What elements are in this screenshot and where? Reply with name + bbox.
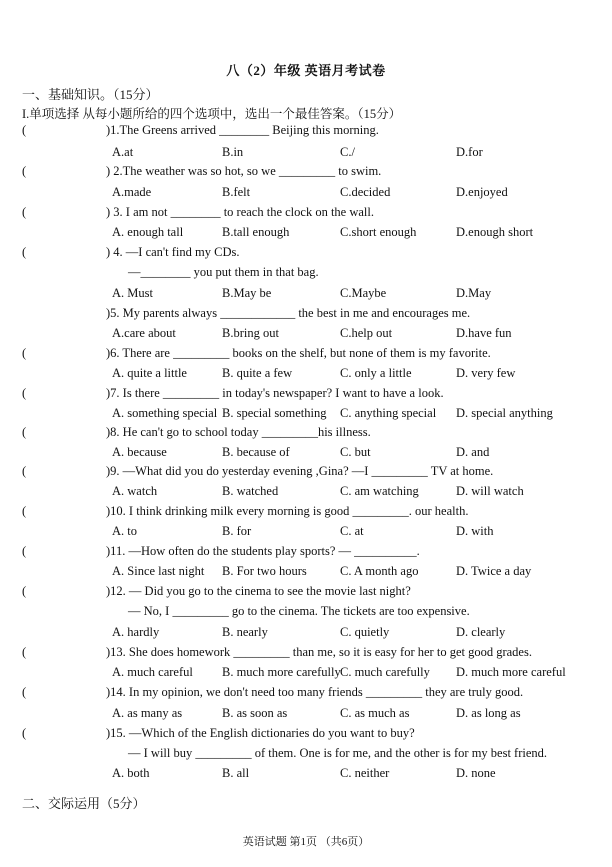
answer-bracket[interactable]: ( [22,425,27,439]
option-d[interactable]: D. will watch [456,484,524,498]
question-stem: )1.The Greens arrived ________ Beijing this morning. [106,123,379,137]
answer-bracket[interactable]: ( [22,464,27,478]
answer-bracket[interactable]: ( [22,645,27,659]
option-c[interactable]: C. at [340,524,364,538]
option-b[interactable]: B.felt [222,185,251,199]
question-stem: )6. There are _________ books on the shelf, but none of them is my favorite. [106,346,491,360]
option-a[interactable]: A. enough tall [112,225,184,239]
option-d[interactable]: D. special anything [456,406,553,420]
answer-bracket[interactable]: ( [22,245,27,259]
option-b[interactable]: B. because of [222,445,290,459]
option-c[interactable]: C.decided [340,185,391,199]
question-15 [22,726,602,746]
option-d[interactable]: D.have fun [456,326,512,340]
option-a[interactable]: A. both [112,766,150,780]
option-d[interactable]: D. clearly [456,625,506,639]
option-c[interactable]: C. as much as [340,706,410,720]
question-2 [22,164,602,184]
question-stem: )10. I think drinking milk every morning is good _________. our health. [106,504,469,518]
question-10 [22,504,602,524]
question-7 [22,386,602,406]
option-b[interactable]: B. special something [222,406,327,420]
question-11 [22,544,602,564]
question-stem: )7. Is there _________ in today's newspaper? I want to have a look. [106,386,444,400]
option-b[interactable]: B.bring out [222,326,279,340]
option-a[interactable]: A.made [112,185,152,199]
option-d[interactable]: D. and [456,445,490,459]
answer-bracket[interactable]: ( [22,205,27,219]
section-heading-2: 二、交际运用（5分） [22,796,146,811]
question-continuation: —________ you put them in that bag. [128,265,319,279]
option-a[interactable]: A. as many as [112,706,183,720]
option-d[interactable]: D. much more careful [456,665,566,679]
answer-bracket[interactable]: ( [22,504,27,518]
option-a[interactable]: A. quite a little [112,366,187,380]
option-b[interactable]: B. For two hours [222,564,307,578]
option-b[interactable]: B.tall enough [222,225,290,239]
option-b[interactable]: B. much more carefully [222,665,341,679]
option-d[interactable]: D. very few [456,366,516,380]
question-13 [22,645,602,665]
option-a[interactable]: A. Since last night [112,564,205,578]
option-c[interactable]: C. much carefully [340,665,430,679]
question-12 [22,584,602,604]
question-stem: )8. He can't go to school today _________his illness. [106,425,371,439]
question-continuation: — No, I _________ go to the cinema. The tickets are too expensive. [128,604,470,618]
question-stem: )5. My parents always ____________ the best in me and encourages me. [106,306,471,320]
option-a[interactable]: A. Must [112,286,153,300]
answer-bracket[interactable]: ( [22,685,27,699]
option-a[interactable]: A.at [112,145,134,159]
option-c[interactable]: C. A month ago [340,564,419,578]
option-c[interactable]: C. but [340,445,371,459]
option-c[interactable]: C. anything special [340,406,437,420]
question-5 [22,306,602,326]
option-a[interactable]: A. hardly [112,625,160,639]
option-b[interactable]: B. all [222,766,250,780]
question-4 [22,245,602,265]
option-c[interactable]: C.short enough [340,225,417,239]
question-1 [22,123,602,143]
answer-bracket[interactable]: ( [22,386,27,400]
question-stem: )9. —What did you do yesterday evening ,Gina? —I _________ TV at home. [106,464,494,478]
question-8 [22,425,602,445]
option-b[interactable]: B. watched [222,484,279,498]
answer-bracket[interactable]: ( [22,346,27,360]
question-stem: )13. She does homework _________ than me, so it is easy for her to get good grades. [106,645,532,659]
question-stem: ) 4. —I can't find my CDs. [106,245,240,259]
instruction: I.单项选择 从每小题所给的四个选项中，选出一个最佳答案。（15分） [22,107,402,121]
option-d[interactable]: D. as long as [456,706,521,720]
option-c[interactable]: C./ [340,145,355,159]
option-d[interactable]: D.May [456,286,492,300]
option-c[interactable]: C.Maybe [340,286,387,300]
question-stem: )12. — Did you go to the cinema to see the movie last night? [106,584,411,598]
option-d[interactable]: D.for [456,145,483,159]
option-a[interactable]: A. to [112,524,137,538]
question-stem: )11. —How often do the students play sports? — __________. [106,544,420,558]
question-9 [22,464,602,484]
option-b[interactable]: B. as soon as [222,706,288,720]
answer-bracket[interactable]: ( [22,584,27,598]
option-b[interactable]: B. quite a few [222,366,293,380]
option-a[interactable]: A. much careful [112,665,193,679]
answer-bracket[interactable]: ( [22,123,27,137]
option-b[interactable]: B.in [222,145,244,159]
question-stem: ) 3. I am not ________ to reach the clock on the wall. [106,205,374,219]
option-c[interactable]: C. neither [340,766,390,780]
page-footer: 英语试题 第1页 （共6页） [242,836,370,848]
option-a[interactable]: A. watch [112,484,158,498]
option-d[interactable]: D. Twice a day [456,564,532,578]
answer-bracket[interactable]: ( [22,164,27,178]
option-c[interactable]: C. quietly [340,625,390,639]
option-d[interactable]: D. none [456,766,496,780]
question-14 [22,685,602,705]
question-stem: )14. In my opinion, we don't need too many friends _________ they are truly good. [106,685,524,699]
option-a[interactable]: A.care about [112,326,176,340]
option-d[interactable]: D. with [456,524,494,538]
option-b[interactable]: B.May be [222,286,272,300]
answer-bracket[interactable]: ( [22,726,27,740]
option-c[interactable]: C. am watching [340,484,419,498]
question-continuation: — I will buy _________ of them. One is for me, and the other is for my best friend. [128,746,548,760]
option-b[interactable]: B. for [222,524,252,538]
question-stem: ) 2.The weather was so hot, so we _________ to swim. [106,164,382,178]
option-d[interactable]: D.enough short [456,225,534,239]
question-6 [22,346,602,366]
option-c[interactable]: C. only a little [340,366,412,380]
option-a[interactable]: A. because [112,445,167,459]
page-title: 八（2）年级 英语月考试卷 [226,63,386,78]
option-a[interactable]: A. something special [112,406,218,420]
question-stem: )15. —Which of the English dictionaries do you want to buy? [106,726,415,740]
answer-bracket[interactable]: ( [22,544,27,558]
section-heading-1: 一、基础知识。（15分） [22,87,159,102]
question-3 [22,205,602,225]
option-b[interactable]: B. nearly [222,625,268,639]
option-c[interactable]: C.help out [340,326,393,340]
option-d[interactable]: D.enjoyed [456,185,508,199]
